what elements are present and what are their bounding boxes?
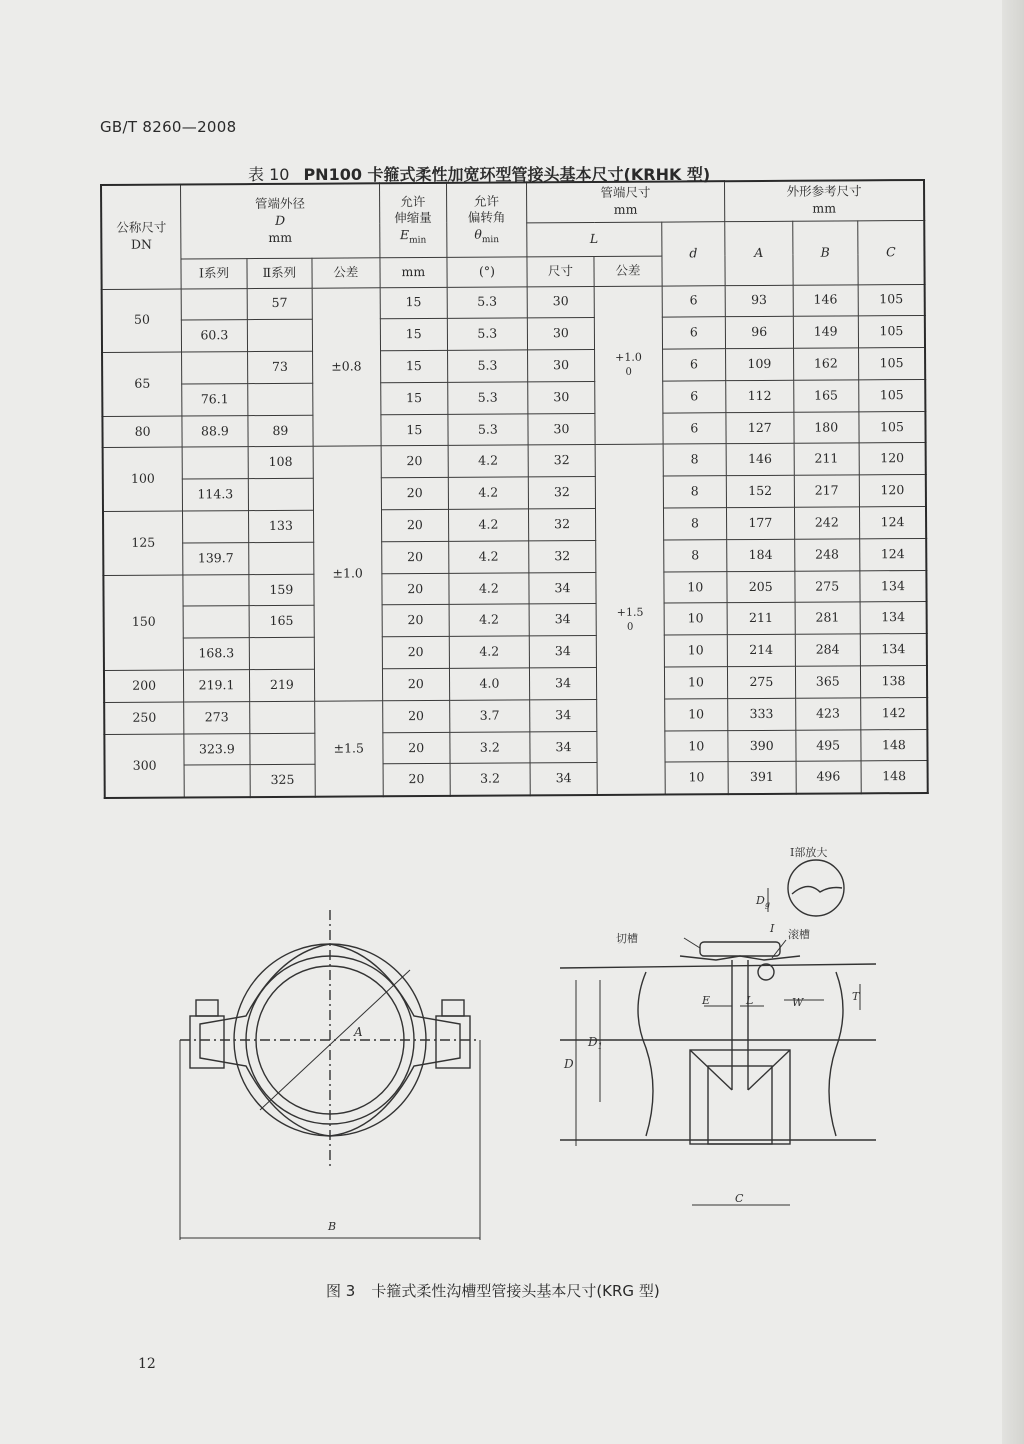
cell-A: 391 — [728, 762, 796, 795]
cell-d: 6 — [662, 285, 726, 317]
cell-series1: 139.7 — [183, 542, 249, 574]
cell-deflection: 4.2 — [449, 509, 529, 541]
side-view — [560, 860, 876, 1205]
cell-series2: 219 — [249, 669, 315, 701]
cell-A: 275 — [728, 666, 796, 698]
cell-expansion: 20 — [381, 446, 449, 478]
cell-A: 127 — [726, 412, 794, 444]
cell-B: 496 — [796, 761, 862, 794]
cell-deflection: 3.2 — [450, 763, 530, 796]
col-B: B — [792, 220, 858, 284]
cell-L-tol — [595, 445, 665, 796]
cell-deflection: 5.3 — [448, 350, 528, 382]
cell-C: 148 — [861, 729, 928, 761]
cell-series1: 76.1 — [182, 383, 248, 415]
label-E: E — [702, 994, 711, 1007]
figure-number: 图 3 — [326, 1282, 356, 1300]
cell-d: 8 — [663, 444, 727, 476]
table-row — [103, 570, 926, 607]
cell-expansion: 20 — [381, 509, 449, 541]
table-row — [103, 507, 926, 544]
cell-deflection: 5.3 — [448, 414, 528, 446]
table-row — [105, 761, 928, 798]
L-tol-upper: +1.0 — [615, 351, 642, 365]
L-tol-upper: +1.5 — [616, 605, 644, 619]
table-row — [104, 602, 927, 639]
col-deflection: 允许 偏转角 $\theta_{min}$ — [447, 182, 527, 256]
cell-B: 248 — [794, 539, 860, 571]
cell-series2: 133 — [248, 510, 314, 542]
cell-expansion: 20 — [382, 605, 450, 637]
table-row — [102, 284, 925, 321]
label-W: W — [792, 996, 804, 1009]
label-D1: $D_1$ — [588, 1035, 603, 1051]
cell-series1 — [183, 574, 249, 606]
cell-dn: 125 — [103, 511, 183, 575]
label-D: D — [564, 1057, 574, 1071]
cell-d: 10 — [664, 699, 728, 731]
cell-A: 333 — [728, 698, 796, 730]
col-A: A — [725, 221, 793, 285]
cell-expansion: 15 — [380, 350, 448, 382]
cell-L-size: 32 — [528, 445, 596, 477]
col-outline: 外形参考尺寸 mm — [725, 180, 925, 221]
cell-C: 105 — [858, 348, 925, 380]
cell-d: 8 — [663, 476, 727, 508]
table-row — [102, 379, 925, 416]
cell-series1: 323.9 — [184, 733, 250, 765]
cell-expansion: 20 — [381, 541, 449, 573]
col-pipe-end: 管端尺寸 mm — [526, 181, 725, 222]
col-dn: 公称尺寸 DN — [101, 185, 181, 289]
cell-L-size: 30 — [527, 286, 595, 318]
cell-B: 281 — [795, 602, 861, 634]
cell-deflection: 4.2 — [448, 477, 528, 509]
cell-A: 109 — [726, 348, 794, 380]
cell-C: 138 — [860, 666, 927, 698]
cell-dn: 200 — [104, 670, 184, 702]
cell-C: 105 — [859, 411, 926, 443]
cell-d: 10 — [665, 730, 729, 762]
table-row — [102, 411, 925, 448]
col-deflection-unit: (°) — [447, 256, 527, 286]
cell-deflection: 3.7 — [450, 700, 530, 732]
cell-expansion: 15 — [380, 414, 448, 446]
cell-dn: 300 — [104, 734, 184, 799]
col-expansion-unit: mm — [379, 257, 447, 287]
cell-A: 211 — [727, 603, 795, 635]
col-d: d — [661, 221, 725, 285]
cell-C: 124 — [860, 538, 927, 570]
cell-A: 205 — [727, 571, 795, 603]
front-view — [180, 910, 480, 1240]
cell-L-size: 34 — [530, 731, 598, 763]
cell-C: 120 — [859, 475, 926, 507]
cell-B: 365 — [795, 666, 861, 698]
table-row — [104, 666, 927, 703]
cell-dn: 250 — [104, 702, 184, 734]
cell-series2 — [249, 701, 315, 733]
cell-B: 217 — [794, 475, 860, 507]
coupling-drawing — [160, 840, 900, 1240]
label-A: A — [354, 1025, 363, 1039]
cell-expansion: 20 — [381, 478, 449, 510]
cell-series2 — [247, 320, 313, 352]
col-series2: Ⅱ系列 — [247, 258, 313, 288]
cell-deflection: 4.2 — [449, 573, 529, 605]
cell-B: 165 — [793, 380, 859, 412]
cell-series1 — [181, 288, 247, 320]
table-title: PN100 卡箍式柔性加宽环型管接头基本尺寸(KRHK 型) — [303, 165, 711, 184]
cell-L-size: 32 — [528, 477, 596, 509]
cell-series1 — [183, 511, 249, 543]
cell-series1: 88.9 — [182, 415, 248, 447]
cell-dn: 150 — [103, 575, 183, 671]
cell-deflection: 5.3 — [447, 318, 527, 350]
cell-series1: 168.3 — [184, 638, 250, 670]
cell-tolerance: ±1.5 — [315, 701, 383, 797]
cell-C: 142 — [861, 697, 928, 729]
col-pipe-od: 管端外径 D mm — [181, 183, 380, 258]
table-head — [101, 180, 925, 289]
L-tol-lower: 0 — [625, 366, 632, 378]
cell-B: 162 — [793, 348, 859, 380]
col-C: C — [858, 220, 925, 284]
cell-L-size: 34 — [530, 763, 598, 796]
table-row — [102, 348, 925, 385]
figure-area — [160, 840, 900, 1240]
cell-L-size: 34 — [529, 572, 597, 604]
cell-L-tol — [594, 286, 662, 445]
cell-expansion: 20 — [382, 668, 450, 700]
figure-title: 卡箍式柔性沟槽型管接头基本尺寸(KRG 型) — [371, 1282, 660, 1300]
cell-series1: 114.3 — [183, 479, 249, 511]
cell-d: 10 — [665, 762, 729, 795]
cell-series1 — [182, 352, 248, 384]
standard-number: GB/T 8260—2008 — [100, 118, 237, 136]
col-L-tol: 公差 — [594, 256, 662, 286]
cell-B: 423 — [795, 698, 861, 730]
cell-B: 275 — [794, 571, 860, 603]
cell-d: 8 — [663, 508, 727, 540]
page-number: 12 — [138, 1356, 156, 1372]
cell-series1: 219.1 — [184, 670, 250, 702]
cell-series1: 60.3 — [182, 320, 248, 352]
cell-series2 — [248, 542, 314, 574]
table-row — [104, 729, 927, 766]
cell-L-size: 34 — [529, 636, 597, 668]
cell-L-size: 34 — [529, 668, 597, 700]
cell-deflection: 3.2 — [450, 732, 530, 764]
dimension-table — [100, 179, 929, 799]
cell-C: 124 — [859, 507, 926, 539]
cell-B: 284 — [795, 634, 861, 666]
cell-series2: 57 — [247, 288, 313, 320]
cell-expansion: 20 — [382, 700, 450, 732]
cut-groove-label: 切槽 — [616, 932, 638, 945]
table-row — [103, 538, 926, 575]
cell-A: 146 — [726, 444, 794, 476]
cell-dn: 50 — [102, 289, 182, 353]
cell-deflection: 5.3 — [448, 382, 528, 414]
cell-L-size: 30 — [527, 350, 595, 382]
cell-A: 152 — [726, 476, 794, 508]
cell-B: 211 — [794, 443, 860, 475]
cell-series1: 273 — [184, 701, 250, 733]
cell-expansion: 15 — [380, 319, 448, 351]
cell-C: 105 — [858, 284, 925, 316]
cell-d: 6 — [662, 381, 726, 413]
cell-series1 — [182, 447, 248, 479]
label-L: L — [746, 994, 754, 1007]
cell-C: 134 — [860, 602, 927, 634]
cell-A: 177 — [727, 507, 795, 539]
col-L: L — [526, 222, 661, 257]
label-Dg: $D_g$ — [756, 894, 770, 909]
cell-C: 105 — [859, 379, 926, 411]
cell-L-size: 30 — [527, 318, 595, 350]
label-T: T — [852, 990, 860, 1003]
cell-deflection: 5.3 — [447, 286, 527, 318]
cell-series2: 165 — [249, 606, 315, 638]
cell-series2 — [247, 383, 313, 415]
col-tolerance: 公差 — [312, 257, 380, 287]
table-row — [103, 475, 926, 512]
cell-series2: 73 — [247, 351, 313, 383]
cell-L-size: 32 — [528, 540, 596, 572]
cell-C: 134 — [860, 570, 927, 602]
cell-d: 6 — [662, 349, 726, 381]
cell-B: 495 — [795, 730, 861, 762]
cell-series2 — [250, 733, 316, 765]
cell-d: 10 — [664, 571, 728, 603]
cell-deflection: 4.2 — [449, 541, 529, 573]
cell-expansion: 20 — [382, 637, 450, 669]
cell-A: 96 — [725, 317, 793, 349]
cell-series1 — [183, 606, 249, 638]
detail-label: Ⅰ部放大 — [790, 846, 828, 859]
cell-L-size: 34 — [529, 604, 597, 636]
table-row — [104, 697, 927, 734]
cell-L-size: 30 — [528, 413, 596, 445]
cell-B: 149 — [793, 316, 859, 348]
col-expansion: 允许 伸缩量 $E_{min}$ — [379, 183, 447, 257]
cell-dn: 65 — [102, 352, 182, 416]
cell-d: 8 — [663, 540, 727, 572]
cell-series2: 89 — [248, 415, 314, 447]
L-tol-lower: 0 — [626, 621, 634, 633]
table-row — [102, 316, 925, 353]
cell-L-size: 30 — [527, 381, 595, 413]
cell-dn: 80 — [102, 416, 182, 448]
cell-expansion: 20 — [383, 764, 451, 797]
cell-A: 184 — [727, 539, 795, 571]
cell-d: 10 — [664, 603, 728, 635]
cell-series1 — [184, 765, 250, 798]
cell-deflection: 4.2 — [449, 604, 529, 636]
cell-d: 6 — [663, 412, 727, 444]
cell-tolerance: ±1.0 — [313, 446, 382, 701]
cell-C: 105 — [858, 316, 925, 348]
cell-deflection: 4.2 — [448, 445, 528, 477]
cell-series2 — [249, 637, 315, 669]
cell-A: 112 — [726, 380, 794, 412]
label-C: C — [735, 1192, 744, 1205]
cell-expansion: 15 — [380, 382, 448, 414]
cell-d: 6 — [662, 317, 726, 349]
cell-A: 390 — [728, 730, 796, 762]
cell-B: 180 — [793, 412, 859, 444]
cell-deflection: 4.0 — [449, 668, 529, 700]
cell-series2: 325 — [250, 765, 316, 798]
col-L-size: 尺寸 — [527, 256, 595, 286]
cell-series2: 159 — [249, 574, 315, 606]
cell-d: 10 — [664, 667, 728, 699]
cell-A: 93 — [725, 285, 793, 317]
cell-dn: 100 — [103, 447, 183, 511]
table-body — [102, 284, 928, 798]
cell-expansion: 15 — [380, 287, 448, 319]
cell-deflection: 4.2 — [449, 636, 529, 668]
cell-expansion: 20 — [382, 732, 450, 764]
cell-L-size: 32 — [528, 509, 596, 541]
cell-expansion: 20 — [381, 573, 449, 605]
table-row — [104, 634, 927, 671]
cell-d: 10 — [664, 635, 728, 667]
cell-A: 214 — [727, 635, 795, 667]
cell-B: 242 — [794, 507, 860, 539]
page-edge — [1002, 0, 1024, 1444]
cell-B: 146 — [793, 284, 859, 316]
col-series1: Ⅰ系列 — [181, 258, 247, 288]
table-number: 表 10 — [248, 165, 290, 184]
cell-C: 148 — [861, 761, 928, 794]
cell-series2 — [248, 478, 314, 510]
table-row — [103, 443, 926, 480]
roll-groove-label: 滚槽 — [788, 928, 810, 941]
figure-caption — [326, 1280, 660, 1301]
cell-C: 134 — [860, 634, 927, 666]
cell-tolerance: ±0.8 — [312, 287, 380, 446]
cell-series2: 108 — [248, 447, 314, 479]
cell-L-size: 34 — [529, 699, 597, 731]
label-I: I — [770, 922, 775, 935]
cell-C: 120 — [859, 443, 926, 475]
label-B: B — [328, 1220, 337, 1233]
